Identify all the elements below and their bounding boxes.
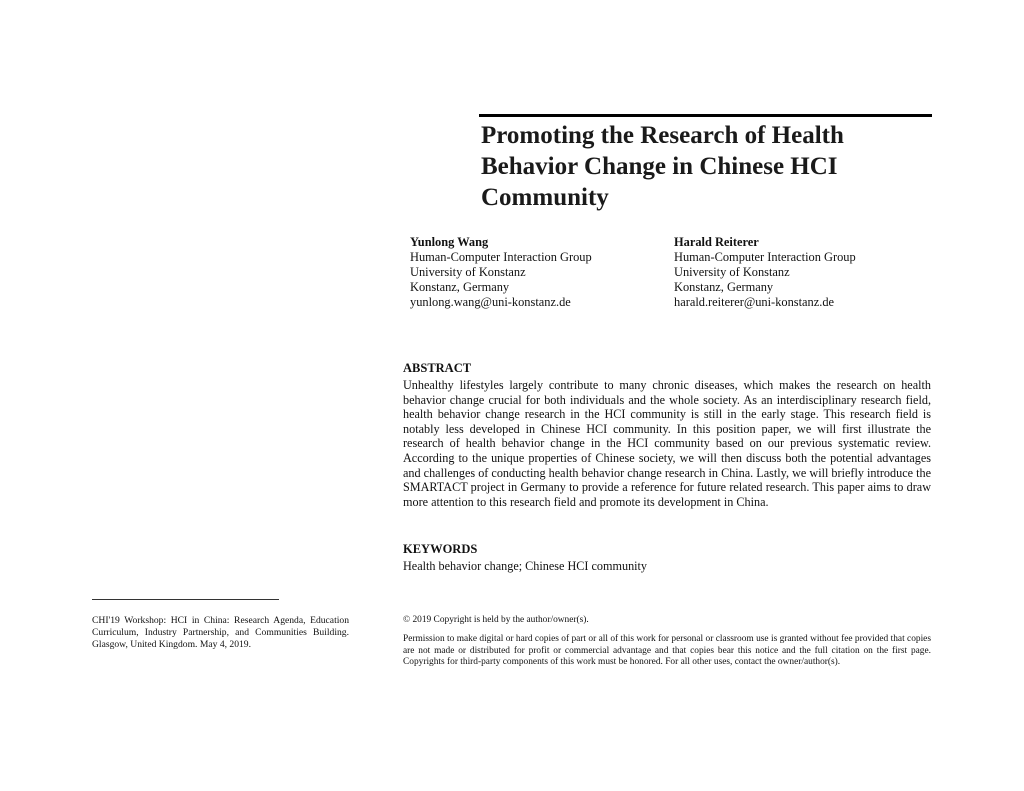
abstract-text: Unhealthy lifestyles largely contribute to many chronic diseases, which makes the research on health behavior change crucial for both individuals and the whole society. As an interdisciplinary research field, health behavior change research in the HCI community is still in the early stage. This research field is notably less developed in Chinese HCI community. In this position paper, we will first illustrate the research of health behavior change in the HCI community based on our previous systematic review. According to the unique properties of Chinese society, we will then discuss both the potential advantages and challenges of conducting health behavior change research in China. Lastly, we will briefly introduce the SMARTACT project in Germany to provide a reference for future related research. This paper aims to draw more attention to this research field and promote its development in China. — [403, 378, 931, 509]
author-group: Human-Computer Interaction Group — [674, 250, 856, 264]
author-name: Harald Reiterer — [674, 235, 759, 249]
author-email: yunlong.wang@uni-konstanz.de — [410, 295, 571, 309]
author-university: University of Konstanz — [674, 265, 790, 279]
paper-title: Promoting the Research of Health Behavior Change in Chinese HCI Community — [481, 122, 844, 211]
author-email: harald.reiterer@uni-konstanz.de — [674, 295, 835, 309]
author-university: University of Konstanz — [410, 265, 526, 279]
author-block-1 — [410, 235, 650, 310]
keywords-heading: KEYWORDS — [403, 542, 478, 556]
author-location: Konstanz, Germany — [674, 280, 774, 294]
author-block-2 — [674, 235, 924, 310]
footnote-divider — [92, 599, 279, 600]
copyright-notice: © 2019 Copyright is held by the author/owner(s). — [403, 615, 589, 625]
author-location: Konstanz, Germany — [410, 280, 510, 294]
abstract-heading: ABSTRACT — [403, 361, 472, 375]
title-rule — [479, 114, 932, 117]
permission-notice: Permission to make digital or hard copies of part or all of this work for personal or classroom use is granted without fee provided that copies are not made or distributed for profit or commercial advantage and that copies bear this notice and the full citation on the first page. Copyrights for third-party components of this work must be honored. For all other uses, contact the owner/author(s). — [403, 634, 931, 668]
keywords-text: Health behavior change; Chinese HCI community — [403, 559, 648, 573]
author-name: Yunlong Wang — [410, 235, 489, 249]
author-group: Human-Computer Interaction Group — [410, 250, 592, 264]
workshop-footnote: CHI'19 Workshop: HCI in China: Research Agenda, Education Curriculum, Industry Partnership, and Communities Building. Glasgow, United Kingdom. May 4, 2019. — [92, 615, 349, 650]
